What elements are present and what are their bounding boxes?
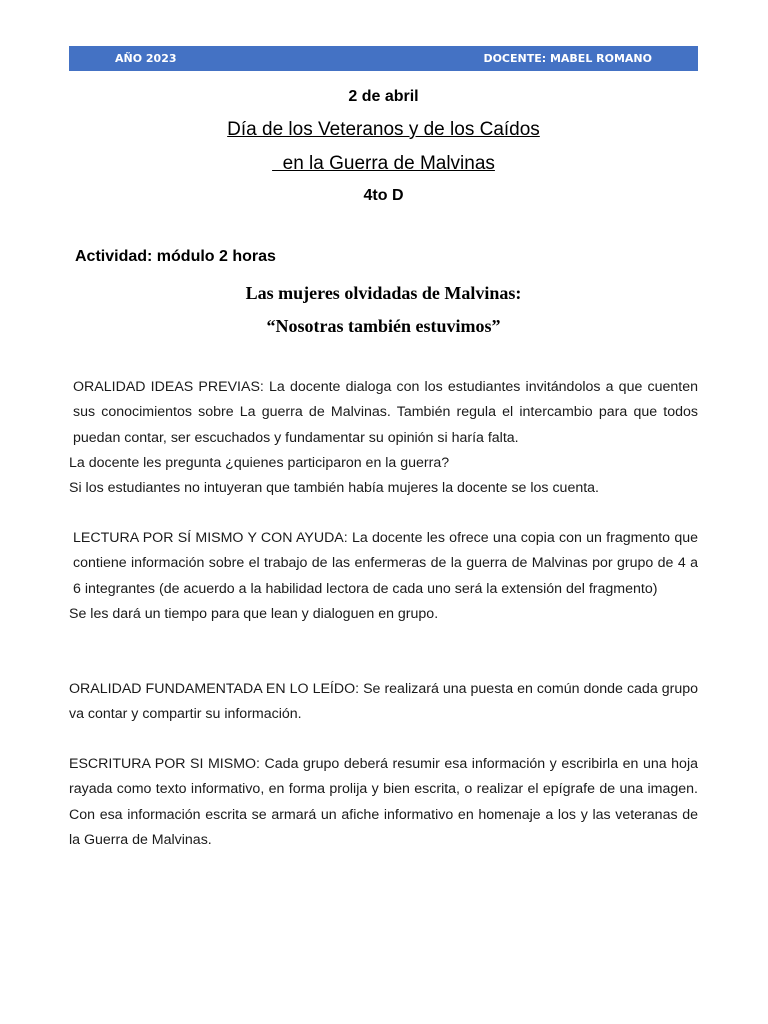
paragraph: ORALIDAD IDEAS PREVIAS: La docente dialoga con los estudiantes invitándolos a que cuenten sus conocimientos sobre La guerra de Malvinas. También regula el intercambio para que todos puedan contar, ser escuchados y fundamentar su opinión si haría falta. bbox=[73, 379, 698, 446]
title-line-1-text: Día de los Veteranos y de los Caídos bbox=[227, 119, 540, 140]
header-bar bbox=[69, 46, 698, 71]
header-teacher: DOCENTE: MABEL ROMANO bbox=[483, 52, 652, 65]
paragraph: Si los estudiantes no intuyeran que también había mujeres la docente se los cuenta. bbox=[69, 480, 600, 497]
page-title-line-2 bbox=[69, 153, 698, 175]
section-escritura bbox=[69, 752, 698, 853]
paragraph: LECTURA POR SÍ MISMO Y CON AYUDA: La docente les ofrece una copia con un fragmento que contiene información sobre el trabajo de las enfermeras de la guerra de Malvinas por grupo de 4 a 6 integrantes (de acuerdo a la habilidad lectora de cada uno será la extensión del fragmento) bbox=[73, 530, 698, 597]
subtitle-line-2: “Nosotras también estuvimos” bbox=[266, 316, 501, 336]
page-title-line-1 bbox=[69, 119, 698, 141]
grade-label: 4to D bbox=[363, 187, 404, 204]
section-lectura bbox=[69, 526, 698, 627]
header-year: AÑO 2023 bbox=[115, 52, 177, 65]
paragraph: Se les dará un tiempo para que lean y dialoguen en grupo. bbox=[69, 605, 439, 622]
title-line-2-text: en la Guerra de Malvinas bbox=[272, 153, 495, 174]
subtitle-line-1: Las mujeres olvidadas de Malvinas: bbox=[245, 283, 522, 303]
activity-label: Actividad: módulo 2 horas bbox=[75, 248, 276, 265]
section-oralidad-ideas-previas bbox=[69, 375, 698, 501]
paragraph: ORALIDAD FUNDAMENTADA EN LO LEÍDO: Se realizará una puesta en común donde cada grupo va contar y compartir su información. bbox=[69, 681, 698, 723]
paragraph: La docente les pregunta ¿quienes participaron en la guerra? bbox=[69, 454, 450, 471]
paragraph: ESCRITURA POR SI MISMO: Cada grupo deberá resumir esa información y escribirla en una hoja rayada como texto informativo, en forma prolija y bien escrita, o realizar el epígrafe de una imagen. Con esa información escrita se armará un afiche informativo en homenaje a los y las veteranas de la Guerra de Malvinas. bbox=[69, 756, 698, 848]
date-heading: 2 de abril bbox=[348, 88, 419, 105]
section-oralidad-fundamentada bbox=[69, 677, 698, 728]
